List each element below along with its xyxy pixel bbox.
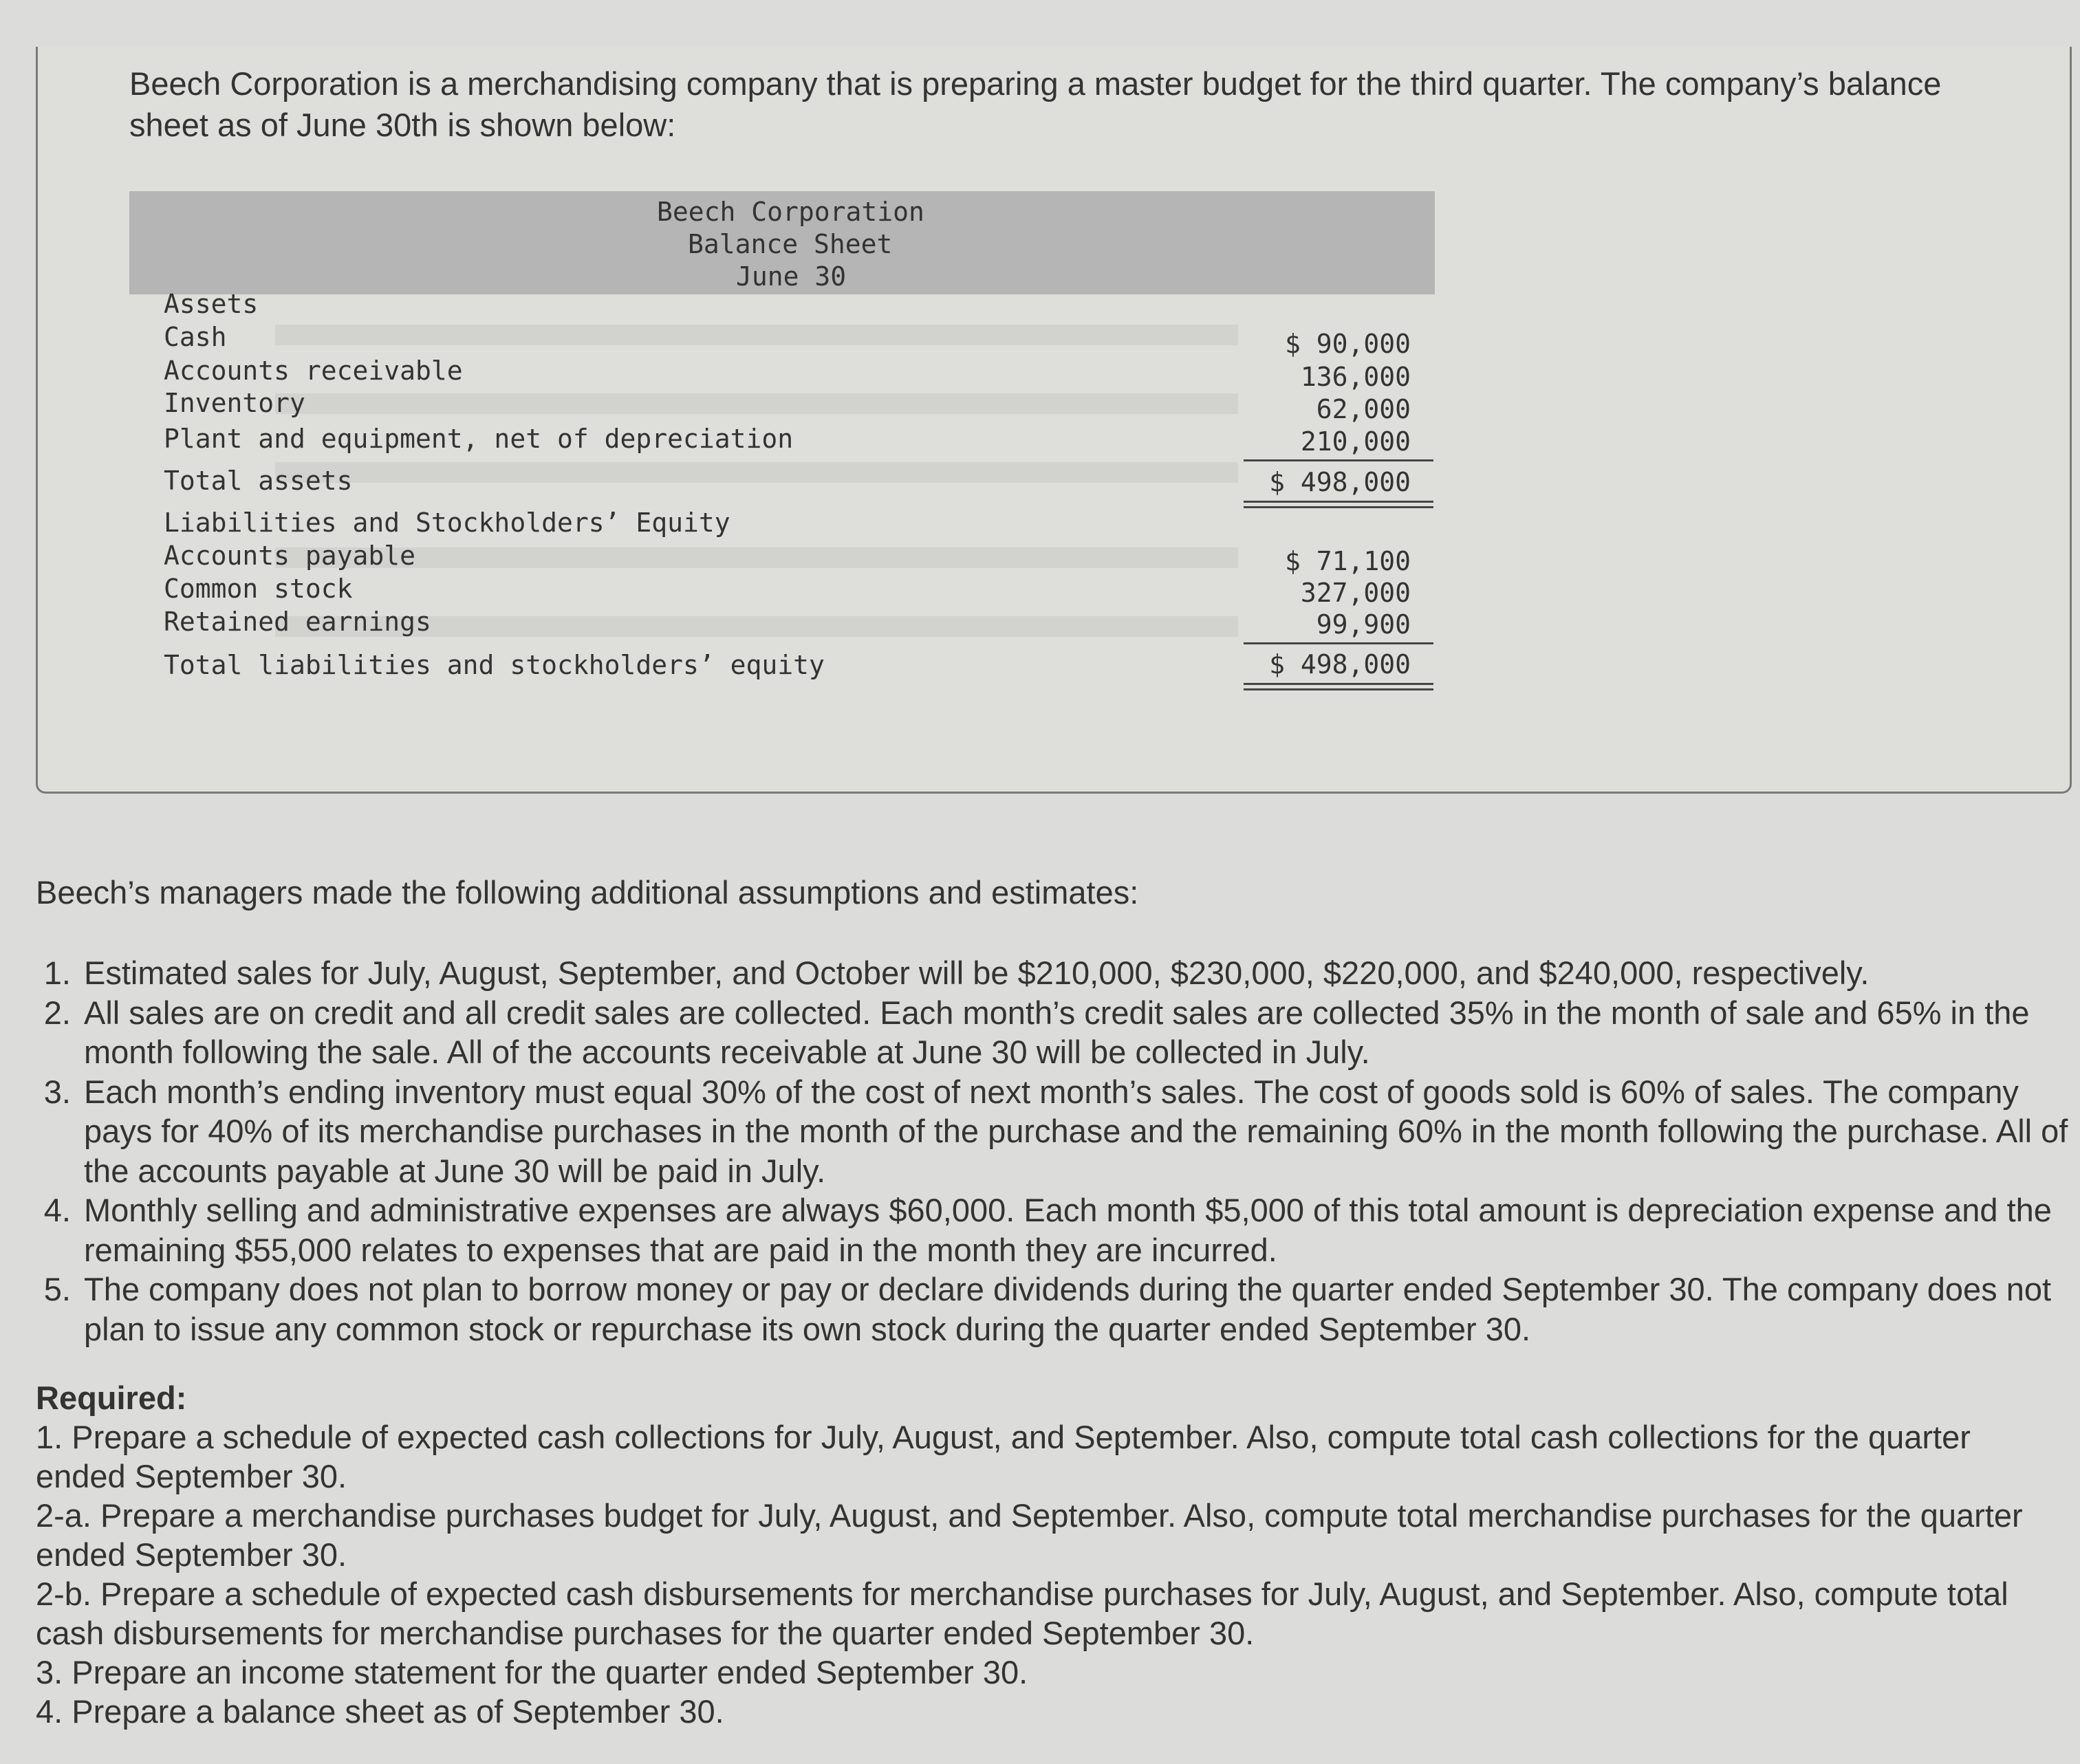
row-stripe (275, 325, 1238, 345)
assumption-item: 1. Estimated sales for July, August, September, and October will be $210,000, $230,000, $220,000, and $240,000, respectively. (80, 953, 2072, 993)
plant-equipment-label: Plant and equipment, net of depreciation (164, 424, 794, 454)
subtotal-underline (1244, 642, 1433, 644)
assumptions-title: Beech’s managers made the following additional assumptions and estimates: (36, 874, 1139, 911)
total-liabilities-amount: $ 498,000 (1269, 649, 1411, 679)
assumption-item: 5. The company does not plan to borrow money or pay or declare dividends during the quarter ended September 30. The company does not plan to issue any common stock or repurchase its own stock during the quarter ended September 30. (80, 1270, 2072, 1349)
accounts-payable-amount: $ 71,100 (1284, 546, 1411, 576)
statement-title: Balance Sheet (688, 229, 893, 259)
balance-sheet-panel (36, 47, 2072, 794)
common-stock-amount: 327,000 (1300, 578, 1411, 608)
accounts-receivable-amount: 136,000 (1300, 362, 1411, 392)
total-double-underline (1244, 501, 1433, 508)
total-liabilities-label: Total liabilities and stockholders’ equity (164, 650, 825, 680)
subtotal-underline (1244, 459, 1433, 461)
required-item: 1. Prepare a schedule of expected cash collections for July, August, and September. Also, compute total cash collections for the quarter ended September 30. (36, 1419, 1971, 1494)
common-stock-label: Common stock (164, 574, 353, 604)
statement-date: June 30 (736, 261, 847, 292)
accounts-payable-label: Accounts payable (164, 541, 416, 571)
company-name: Beech Corporation (657, 197, 924, 227)
assumption-item: 2. All sales are on credit and all credit sales are collected. Each month’s credit sales are collected 35% in the month of sale and 65% in the month following the sale. All of the accounts receivable at June 30 will be collected in July. (80, 993, 2072, 1072)
row-stripe (275, 393, 1238, 414)
inventory-amount: 62,000 (1316, 394, 1411, 424)
required-title: Required: (36, 1380, 187, 1416)
retained-earnings-amount: 99,900 (1316, 609, 1411, 640)
assumption-item: 4. Monthly selling and administrative expenses are always $60,000. Each month $5,000 of this total amount is depreciation expense and the remaining $55,000 relates to expenses that are paid in the month they are incurred. (80, 1190, 2072, 1270)
intro-paragraph: Beech Corporation is a merchandising company that is preparing a master budget for the third quarter. The company’s balance sheet as of June 30th is shown below: (129, 65, 1942, 143)
required-item: 2-a. Prepare a merchandise purchases budget for July, August, and September. Also, compute total merchandise purchases for the quarter ended September 30. (36, 1497, 2023, 1573)
cash-label: Cash (164, 322, 227, 352)
required-item: 3. Prepare an income statement for the quarter ended September 30. (36, 1654, 1028, 1690)
assets-heading: Assets (164, 289, 259, 319)
required-item: 4. Prepare a balance sheet as of September 30. (36, 1693, 724, 1730)
required-item: 2-b. Prepare a schedule of expected cash disbursements for merchandise purchases for July, August, and September. Also, compute total cash disbursements for merchandise purchases for the quarter ended September 30. (36, 1576, 2008, 1651)
total-assets-label: Total assets (164, 466, 353, 496)
cash-amount: $ 90,000 (1284, 329, 1411, 359)
required-section (36, 1378, 2051, 1731)
retained-earnings-label: Retained earnings (164, 607, 431, 637)
inventory-label: Inventory (164, 388, 305, 418)
total-double-underline (1244, 683, 1433, 690)
accounts-receivable-label: Accounts receivable (164, 356, 463, 386)
row-stripe (275, 547, 1238, 568)
plant-equipment-amount: 210,000 (1300, 426, 1411, 457)
liabilities-heading: Liabilities and Stockholders’ Equity (164, 508, 730, 538)
assumptions-list (36, 953, 2072, 1349)
assumption-item: 3. Each month’s ending inventory must equal 30% of the cost of next month’s sales. The cost of goods sold is 60% of sales. The company pays for 40% of its merchandise purchases in the month of the purchase and the remaining 60% in the month following the purchase. All of the accounts payable at June 30 will be paid in July. (80, 1072, 2072, 1191)
total-assets-amount: $ 498,000 (1269, 467, 1411, 497)
row-stripe (275, 462, 1238, 483)
